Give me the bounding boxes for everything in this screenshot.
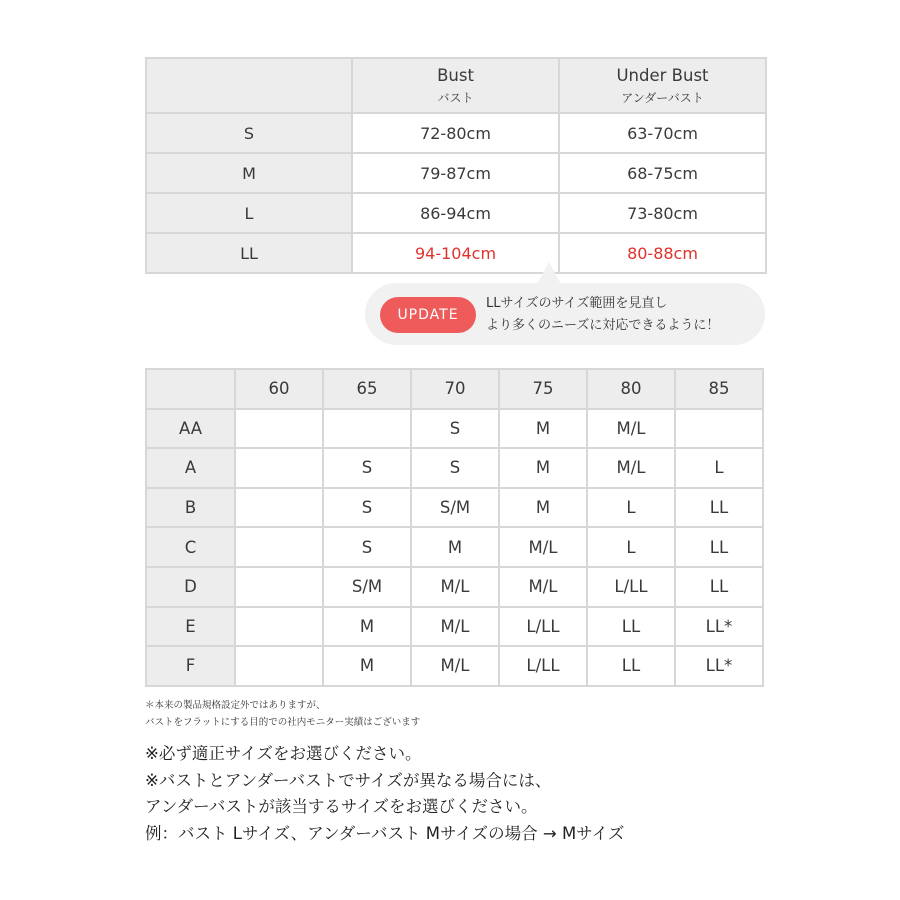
size-cell: M [499, 488, 587, 528]
size-label: M [146, 153, 352, 193]
size-cell [235, 409, 323, 449]
size-cell [235, 646, 323, 686]
size-cell: M [323, 646, 411, 686]
size-label: LL [146, 233, 352, 273]
underbust-column-header: 75 [499, 369, 587, 409]
bust-range: 86-94cm [352, 193, 559, 233]
size-cell [675, 409, 763, 449]
size-cell [323, 409, 411, 449]
cup-label: B [146, 488, 235, 528]
bust-header [352, 58, 559, 113]
size-cell: M/L [411, 607, 499, 647]
table-row [146, 646, 763, 686]
table-row [146, 113, 766, 153]
bust-range-updated: 94-104cm [352, 233, 559, 273]
callout-line: より多くのニーズに対応できるように！ [486, 318, 720, 333]
table-row [146, 527, 763, 567]
table-row [146, 488, 763, 528]
underbust-column-header: 60 [235, 369, 323, 409]
size-cell: LL [675, 567, 763, 607]
chart-corner-header [146, 369, 235, 409]
update-badge: UPDATE [380, 297, 476, 333]
size-cell: M/L [411, 646, 499, 686]
size-cell: L/LL [499, 646, 587, 686]
size-cell: M/L [499, 527, 587, 567]
size-cell: M [323, 607, 411, 647]
size-cell [235, 527, 323, 567]
under-bust-header [559, 58, 766, 113]
size-cell: LL [587, 607, 675, 647]
table-row [146, 448, 763, 488]
cup-size-chart [145, 368, 764, 687]
size-cell: S [323, 448, 411, 488]
small-note [145, 697, 420, 731]
size-cell: LL* [675, 607, 763, 647]
size-cell: S [323, 488, 411, 528]
bust-header-en: Bust [437, 65, 474, 85]
bust-range: 79-87cm [352, 153, 559, 193]
size-cell: L [675, 448, 763, 488]
size-cell: S/M [323, 567, 411, 607]
size-cell: M [499, 448, 587, 488]
table-row [146, 193, 766, 233]
callout-line: LLサイズのサイズ範囲を見直し [486, 296, 668, 311]
size-table-corner-header [146, 58, 352, 113]
size-cell [235, 567, 323, 607]
size-cell: L [587, 488, 675, 528]
table-row [146, 567, 763, 607]
underbust-column-header: 70 [411, 369, 499, 409]
callout-tail [537, 262, 561, 284]
size-cell: S/M [411, 488, 499, 528]
under-bust-header-en: Under Bust [616, 65, 709, 85]
table-row [146, 153, 766, 193]
note-line: 例：バスト Lサイズ、アンダーバスト Mサイズの場合 → Mサイズ [145, 823, 625, 843]
bust-header-ja: バスト [437, 90, 474, 105]
bust-range: 72-80cm [352, 113, 559, 153]
table-row [146, 233, 766, 273]
size-cell: M/L [587, 409, 675, 449]
under-bust-range: 63-70cm [559, 113, 766, 153]
under-bust-header-ja: アンダーバスト [621, 90, 704, 105]
size-cell: LL [587, 646, 675, 686]
size-cell: L/LL [499, 607, 587, 647]
small-note-line: ＊本来の製品規格設定外ではありますが、 [145, 700, 326, 711]
size-cell: M [411, 527, 499, 567]
size-cell [235, 448, 323, 488]
size-label: S [146, 113, 352, 153]
size-cell: M/L [587, 448, 675, 488]
note-line: ※バストとアンダーバストでサイズが異なる場合には、 [145, 770, 552, 790]
size-cell: S [411, 409, 499, 449]
under-bust-range-updated: 80-88cm [559, 233, 766, 273]
size-cell: S [323, 527, 411, 567]
cup-label: D [146, 567, 235, 607]
underbust-column-header: 65 [323, 369, 411, 409]
cup-label: E [146, 607, 235, 647]
underbust-column-header: 80 [587, 369, 675, 409]
size-range-table [145, 57, 767, 274]
cup-label: F [146, 646, 235, 686]
size-cell [235, 488, 323, 528]
size-cell [235, 607, 323, 647]
under-bust-range: 68-75cm [559, 153, 766, 193]
size-label: L [146, 193, 352, 233]
cup-label: A [146, 448, 235, 488]
size-cell: LL [675, 488, 763, 528]
size-cell: M/L [499, 567, 587, 607]
size-cell: L [587, 527, 675, 567]
size-cell: LL [675, 527, 763, 567]
small-note-line: バストをフラットにする目的での社内モニター実績はございます [145, 717, 421, 728]
under-bust-range: 73-80cm [559, 193, 766, 233]
size-cell: LL* [675, 646, 763, 686]
cup-label: AA [146, 409, 235, 449]
size-cell: L/LL [587, 567, 675, 607]
table-row [146, 409, 763, 449]
size-cell: M [499, 409, 587, 449]
table-row [146, 607, 763, 647]
chart-header-row [146, 369, 763, 409]
size-cell: M/L [411, 567, 499, 607]
update-callout-text [486, 293, 719, 337]
underbust-column-header: 85 [675, 369, 763, 409]
size-selection-note [145, 741, 624, 847]
size-cell: S [411, 448, 499, 488]
note-line: ※必ず適正サイズをお選びください。 [145, 744, 422, 763]
size-table-header-row [146, 58, 766, 113]
cup-label: C [146, 527, 235, 567]
note-line: アンダーバストが該当するサイズをお選びください。 [145, 797, 538, 816]
